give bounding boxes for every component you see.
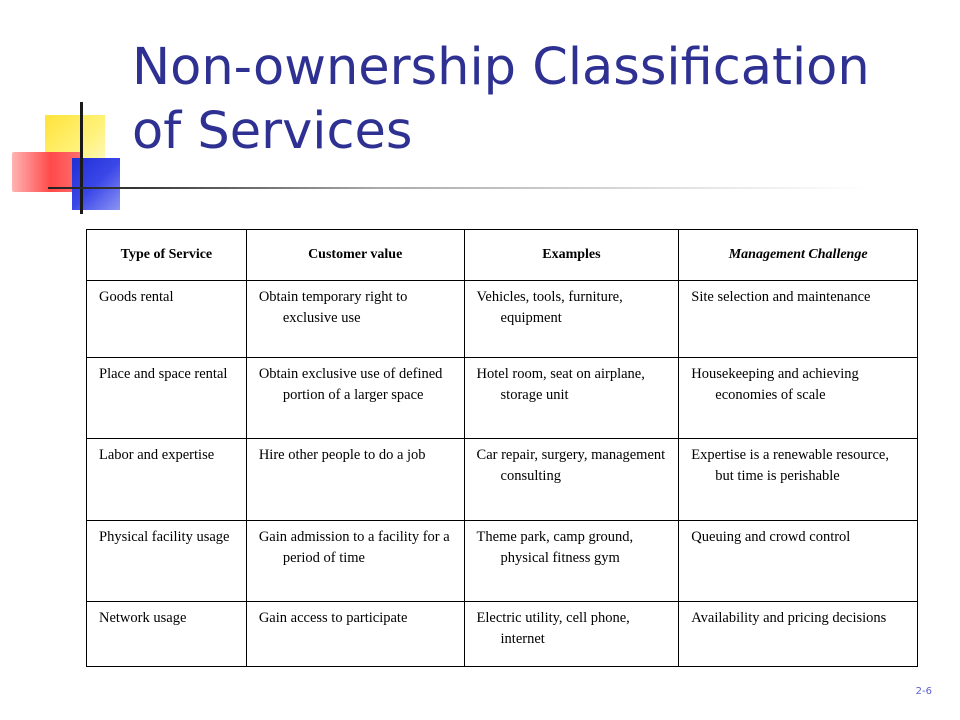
cell-customer-value — [246, 439, 464, 521]
cell-examples — [464, 281, 679, 358]
cell-text: Hire other people to do a job — [258, 447, 426, 463]
cell-management-challenge — [679, 439, 918, 521]
cell-text: Availability and pricing decisions — [691, 610, 887, 626]
cell-customer-value — [246, 358, 464, 439]
cell-examples — [464, 521, 679, 602]
cell-examples — [464, 602, 679, 667]
cell-text: Car repair, surgery, management consulting — [476, 447, 666, 484]
title-underline — [48, 187, 870, 189]
cell-text: Theme park, camp ground, physical fitness gym — [476, 529, 634, 566]
header-type-of-service: Type of Service — [87, 230, 247, 281]
cell-text: Vehicles, tools, furniture, equipment — [476, 289, 623, 326]
cell-text: Labor and expertise — [99, 447, 215, 463]
cell-management-challenge — [679, 358, 918, 439]
table-row — [87, 521, 918, 602]
cell-text: Gain admission to a facility for a period of time — [258, 529, 450, 566]
cell-text: Goods rental — [99, 289, 174, 305]
cell-text: Queuing and crowd control — [691, 529, 851, 545]
cell-management-challenge — [679, 521, 918, 602]
cell-text: Electric utility, cell phone, internet — [476, 610, 630, 647]
cell-type — [87, 602, 247, 667]
cell-text: Obtain temporary right to exclusive use — [258, 289, 408, 326]
header-customer-value: Customer value — [246, 230, 464, 281]
cell-text: Housekeeping and achieving economies of scale — [691, 366, 859, 403]
services-table — [86, 229, 918, 667]
table-row — [87, 281, 918, 358]
cell-examples — [464, 358, 679, 439]
table-header-row — [87, 230, 918, 281]
cell-customer-value — [246, 602, 464, 667]
cell-type — [87, 358, 247, 439]
cell-text: Place and space rental — [99, 366, 228, 382]
cell-management-challenge — [679, 602, 918, 667]
cell-customer-value — [246, 521, 464, 602]
cell-examples — [464, 439, 679, 521]
cell-text: Physical facility usage — [99, 529, 230, 545]
cell-text: Expertise is a renewable resource, but time is perishable — [691, 447, 889, 484]
cell-text: Network usage — [99, 610, 187, 626]
cell-type — [87, 521, 247, 602]
table-row — [87, 358, 918, 439]
logo-vertical-line — [80, 102, 83, 214]
cell-text: Site selection and maintenance — [691, 289, 871, 305]
table-row — [87, 439, 918, 521]
slide-title: Non-ownership Classification of Services — [132, 38, 870, 161]
header-management-challenge: Management Challenge — [679, 230, 918, 281]
cell-text: Gain access to participate — [258, 610, 408, 626]
cell-type — [87, 439, 247, 521]
table-row — [87, 602, 918, 667]
slide-number: 2-6 — [915, 686, 932, 697]
cell-management-challenge — [679, 281, 918, 358]
cell-customer-value — [246, 281, 464, 358]
cell-type — [87, 281, 247, 358]
cell-text: Obtain exclusive use of defined portion of a larger space — [258, 366, 443, 403]
header-examples: Examples — [464, 230, 679, 281]
cell-text: Hotel room, seat on airplane, storage unit — [476, 366, 645, 403]
